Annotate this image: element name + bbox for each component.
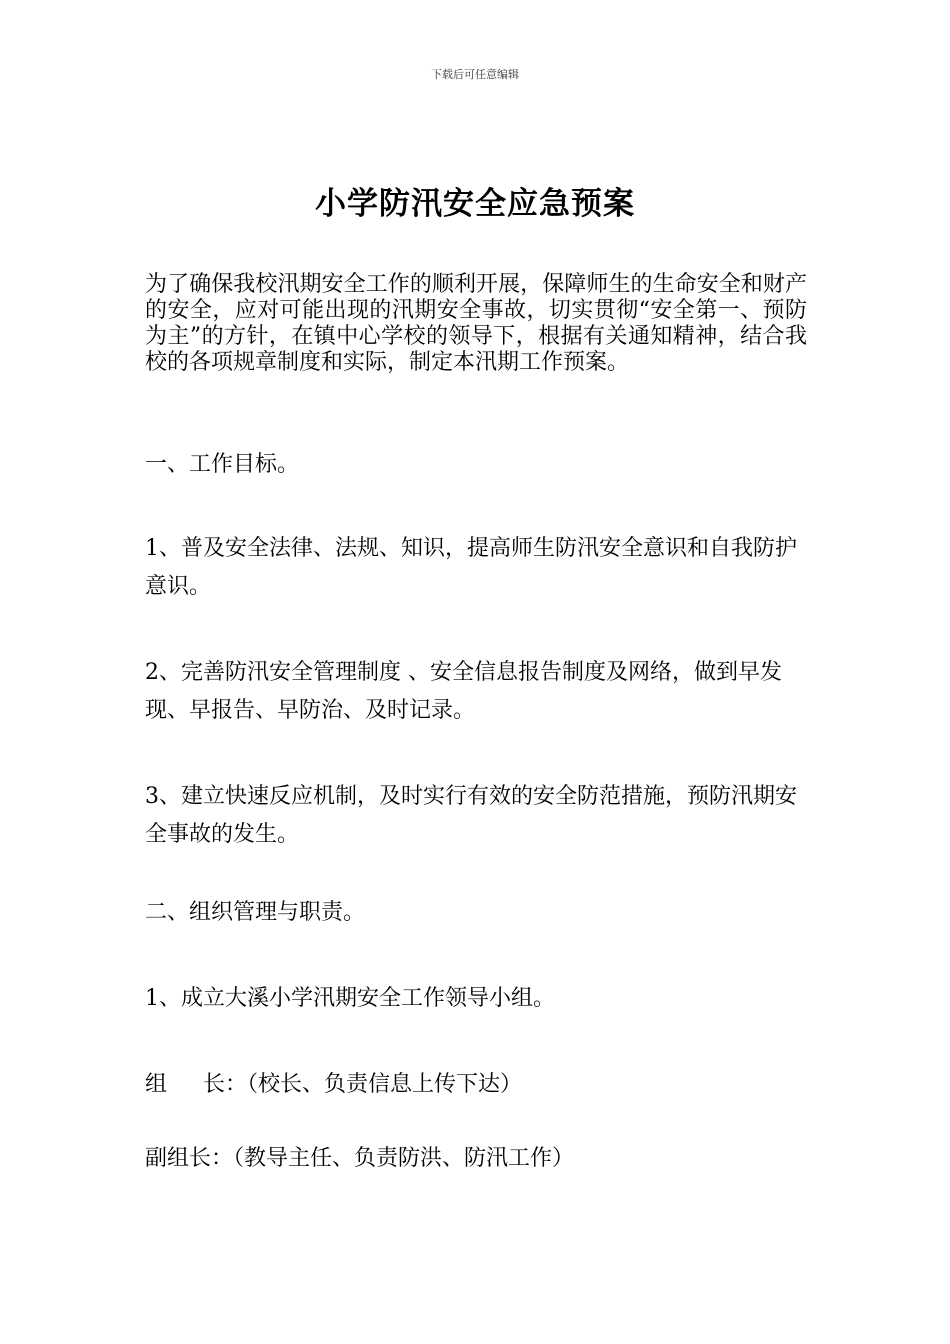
leader-label-part1: 组 xyxy=(145,1072,168,1097)
intro-paragraph: 为了确保我校汛期安全工作的顺利开展，保障师生的生命安全和财产的安全，应对可能出现的汛期安全事故，切实贯彻“安全第一、预防为主”的方针，在镇中心学校的领导下，根据有关通知精神，结合我校的各项规章制度和实际，制定本汛期工作预案。 xyxy=(145,272,807,375)
deputy-leader-line xyxy=(145,1140,807,1178)
goal-item-1: 1、普及安全法律、法规、知识，提高师生防汛安全意识和自我防护意识。 xyxy=(145,536,797,599)
leader-description: （校长、负责信息上传下达） xyxy=(247,1072,523,1097)
goal-item-2: 2、完善防汛安全管理制度 、安全信息报告制度及网络，做到早发现、早报告、早防治、及时记录。 xyxy=(145,660,782,723)
leader-line xyxy=(145,1066,807,1104)
deputy-label: 副组长： xyxy=(145,1146,234,1171)
deputy-description: （教导主任、负责防洪、防汛工作） xyxy=(233,1146,575,1171)
document-title: 小学防汛安全应急预案 xyxy=(315,186,635,222)
section-heading-goals: 一、工作目标。 xyxy=(145,452,300,477)
page-header-note: 下载后可任意编辑 xyxy=(431,68,519,81)
goal-item-3: 3、建立快速反应机制，及时实行有效的安全防范措施，预防汛期安全事故的发生。 xyxy=(145,784,797,847)
organization-item-1: 1、成立大溪小学汛期安全工作领导小组。 xyxy=(145,986,555,1011)
leader-label-part2: 长： xyxy=(203,1072,248,1097)
section-heading-organization: 二、组织管理与职责。 xyxy=(145,900,366,925)
